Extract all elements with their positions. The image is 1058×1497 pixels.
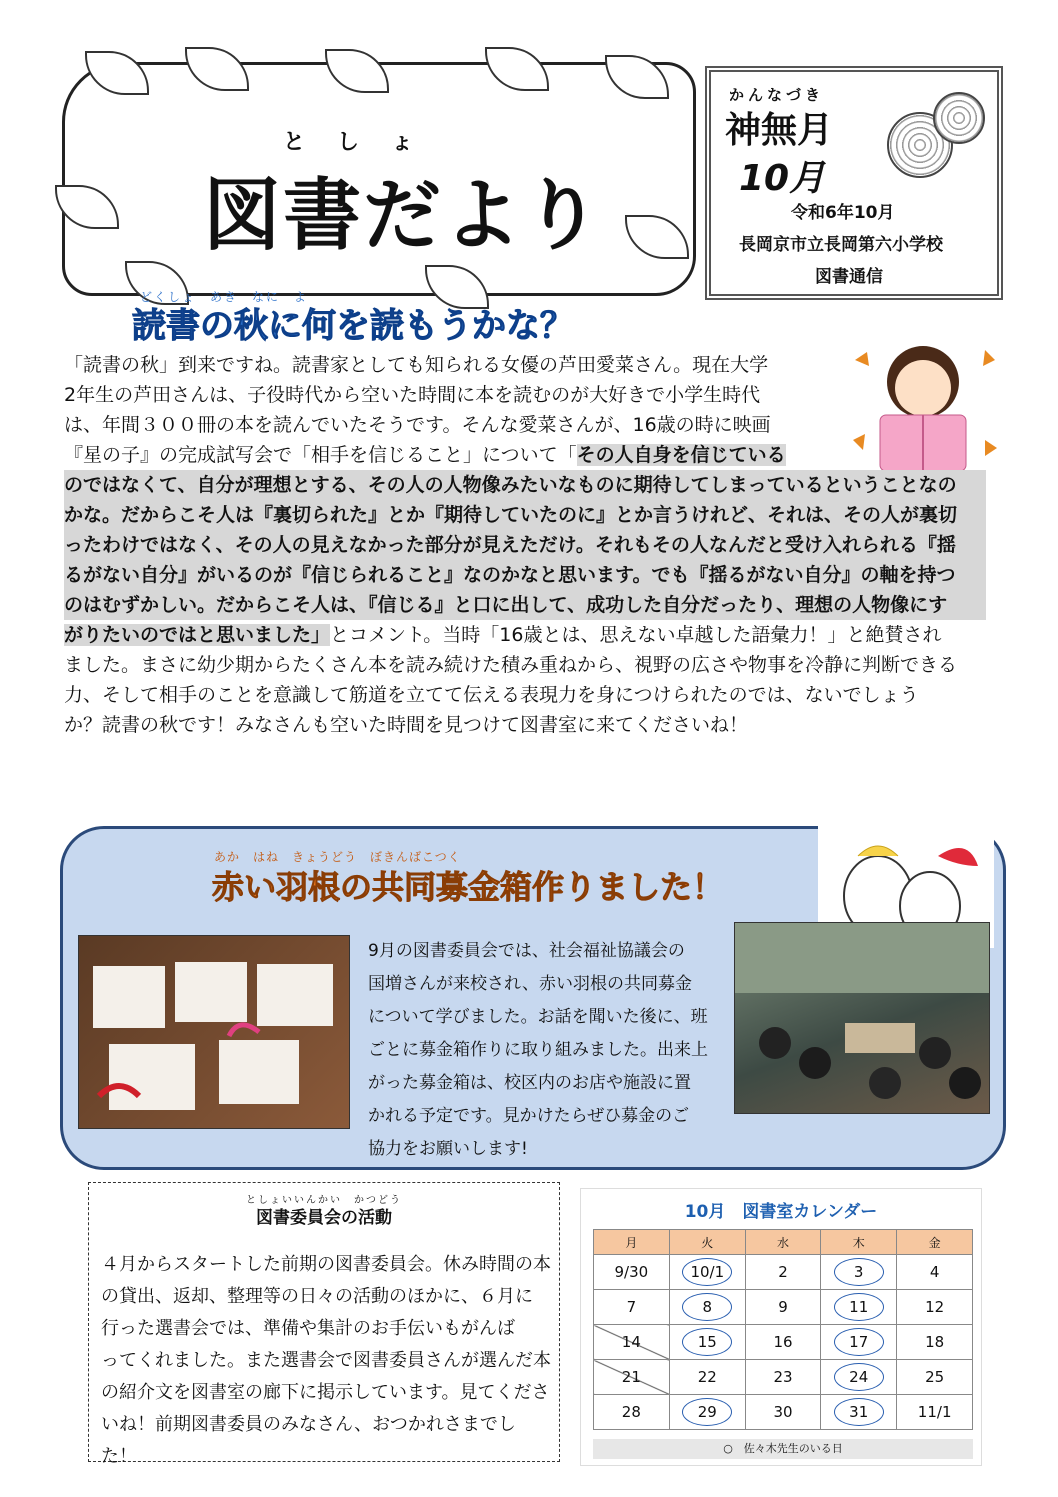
day: 25: [925, 1368, 945, 1386]
body-line: の紹介文を図書室の廊下に掲示しています。見てくださ: [101, 1382, 550, 1403]
calendar-cell: [821, 1395, 897, 1430]
classroom-photo: [734, 922, 990, 1114]
calendar-cell: [897, 1395, 973, 1430]
calendar-cell: [821, 1360, 897, 1395]
calendar-cell: [669, 1360, 745, 1395]
page-title: 図書だより: [203, 171, 604, 261]
section1-body: [64, 350, 986, 740]
calendar-cell-holiday: [594, 1360, 670, 1395]
highlight-text: がりたいのではと思いました」: [64, 624, 331, 646]
day: 9/30: [614, 1263, 649, 1281]
donation-boxes-photo: [78, 935, 350, 1129]
newsletter-kind: 図書通信: [815, 267, 883, 287]
calendar-title: 10月 図書室カレンダー: [684, 1202, 878, 1222]
calendar-cell: [594, 1255, 670, 1290]
body-line: か？読書の秋です！みなさんも空いた時間を見つけて図書室に来てくださいね！: [64, 714, 749, 736]
body-line: の貸出、返却、整理等の日々の活動のほかに、６月に: [101, 1286, 533, 1307]
weekday-header: 火: [669, 1230, 745, 1255]
title-ruby: としょ: [283, 130, 446, 155]
committee-title: 図書委員会の活動: [256, 1208, 392, 1228]
section2-title: 赤い羽根の共同募金箱作りました！: [212, 868, 725, 906]
calendar-cell: [897, 1360, 973, 1395]
committee-box: [88, 1182, 560, 1467]
calendar-cell: [897, 1325, 973, 1360]
calendar-cell: [669, 1395, 745, 1430]
body-line: 力、そして相手のことを意識して筋道を立てて伝える表現力を身につけられたのでは、ないでしょう: [64, 684, 919, 706]
body-line: ごとに募金箱作りに取り組みました。出来上: [368, 1040, 708, 1060]
calendar-legend: ○ 佐々木先生のいる日: [593, 1439, 973, 1459]
day: 14: [621, 1333, 641, 1351]
calendar-cell: [594, 1395, 670, 1430]
section2-body: [368, 935, 723, 1166]
day: 4: [929, 1263, 940, 1281]
issue-date: 令和6年10月: [791, 203, 895, 223]
body-line: は、年間３００冊の本を読んでいたそうです。そんな愛菜さんが、16歳の時に映画: [64, 414, 771, 436]
day: 21: [621, 1368, 641, 1386]
leaf-icon: [485, 47, 549, 91]
committee-body: [101, 1249, 551, 1473]
body-text: 『星の子』の完成試写会で「相手を信じること」について「: [64, 444, 577, 466]
circled-day: 24: [834, 1363, 884, 1391]
calendar-cell: [669, 1325, 745, 1360]
month-number: 10月: [739, 158, 826, 199]
day: 2: [778, 1263, 788, 1281]
leaf-icon: [325, 49, 389, 93]
circled-day: 11: [834, 1293, 884, 1321]
weekday-header: 木: [821, 1230, 897, 1255]
body-line: 2年生の芦田さんは、子役時代から空いた時間に本を読むのが大好きで小学生時代: [64, 384, 761, 406]
leaf-icon: [625, 215, 689, 259]
month-kana: かんなづき: [729, 86, 825, 104]
day: 7: [626, 1298, 637, 1316]
chrysanthemum-icon: [933, 92, 985, 144]
leaf-icon: [55, 185, 119, 229]
header-banner: [62, 62, 696, 296]
circled-day: 15: [682, 1328, 732, 1356]
section1-ruby: どくしょ あき なに よ: [140, 290, 309, 304]
highlight-line: のではなくて、自分が理想とする、その人の人物像みたいなものに期待してしまっているということなの: [64, 470, 986, 500]
highlight-line: かな。だからこそ人は『裏切られた』とか『期待していたのに』とか言うけれど、それは、その人が裏切: [64, 500, 986, 530]
body-line: ４月からスタートした前期の図書委員会。休み時間の本: [101, 1254, 551, 1275]
day: 30: [773, 1403, 793, 1421]
calendar-cell: [821, 1325, 897, 1360]
body-line: [64, 620, 986, 650]
highlight-line: のはむずかしい。だからこそ人は、『信じる』と口に出して、成功した自分だったり、理想の人物像にす: [64, 590, 986, 620]
day: 22: [697, 1368, 717, 1386]
school-name: 長岡京市立長岡第六小学校: [739, 235, 943, 255]
circled-day: 29: [682, 1398, 732, 1426]
circled-day: 31: [834, 1398, 884, 1426]
calendar-cell: [821, 1290, 897, 1325]
circled-day: 3: [834, 1258, 884, 1286]
day: 16: [773, 1333, 793, 1351]
calendar-cell: [594, 1290, 670, 1325]
weekday-header: 水: [745, 1230, 820, 1255]
section1-title: 読書の秋に何を読もうかな？: [132, 306, 574, 346]
body-line: 協力をお願いします!: [368, 1139, 528, 1159]
body-line: について学びました。お話を聞いた後に、班: [368, 1007, 708, 1027]
body-line: ました。まさに幼少期からたくさん本を読み続けた積み重ねから、視野の広さや物事を冷静に判断できる: [64, 654, 958, 676]
highlight-text: その人自身を信じている: [576, 444, 786, 466]
month-box: [705, 66, 1003, 300]
weekday-header: 月: [594, 1230, 670, 1255]
calendar-cell: [669, 1290, 745, 1325]
section2-ruby: あか はね きょうどう ぼきんばこつく: [214, 850, 461, 864]
day: 28: [621, 1403, 641, 1421]
day: 18: [925, 1333, 945, 1351]
library-calendar: [580, 1188, 982, 1466]
calendar-cell: [897, 1290, 973, 1325]
body-line: [64, 440, 986, 470]
body-line: 行った選書会では、準備や集計のお手伝いもがんば: [101, 1318, 515, 1339]
calendar-cell: [745, 1255, 820, 1290]
body-line: 国増さんが来校され、赤い羽根の共同募金: [368, 974, 693, 994]
calendar-cell: [745, 1395, 820, 1430]
body-line: 「読書の秋」到来ですね。読書家としても知られる女優の芦田愛菜さん。現在大学: [64, 354, 769, 376]
highlight-line: るがない自分』がいるのが『信じられること』なのかなと思います。でも『揺るがない自分』の軸を持つ: [64, 560, 986, 590]
body-line: がった募金箱は、校区内のお店や施設に置: [368, 1073, 691, 1093]
circled-day: 17: [834, 1328, 884, 1356]
body-line: いね！前期図書委員のみなさん、おつかれさまでした！: [101, 1414, 516, 1467]
highlight-line: ったわけではなく、その人の見えなかった部分が見えただけ。それもその人なんだと受け入れられる『揺: [64, 530, 986, 560]
body-line: 9月の図書委員会では、社会福祉協議会の: [368, 941, 685, 961]
day: 9: [778, 1298, 788, 1316]
calendar-cell: [897, 1255, 973, 1290]
circled-day: 10/1: [682, 1258, 732, 1286]
leaf-icon: [605, 55, 669, 99]
day: 12: [925, 1298, 945, 1316]
body-text: とコメント。当時「16歳とは、思えない卓越した語彙力！」と絶賛され: [330, 624, 942, 646]
body-line: ってくれました。また選書会で図書委員さんが選んだ本: [101, 1350, 551, 1371]
calendar-cell-holiday: [594, 1325, 670, 1360]
body-line: かれる予定です。見かけたらぜひ募金のご: [368, 1106, 690, 1126]
weekday-header: 金: [897, 1230, 973, 1255]
calendar-cell: [669, 1255, 745, 1290]
leaf-icon: [185, 47, 249, 91]
calendar-cell: [821, 1255, 897, 1290]
day: 23: [773, 1368, 793, 1386]
calendar-cell: [745, 1325, 820, 1360]
committee-ruby: としょいいんかい かつどう: [246, 1195, 402, 1206]
month-kanji: 神無月: [725, 110, 834, 151]
leaf-icon: [85, 51, 149, 95]
day: 11/1: [917, 1403, 952, 1421]
calendar-cell: [745, 1290, 820, 1325]
calendar-cell: [745, 1360, 820, 1395]
calendar-table: [593, 1229, 973, 1430]
circled-day: 8: [682, 1293, 732, 1321]
